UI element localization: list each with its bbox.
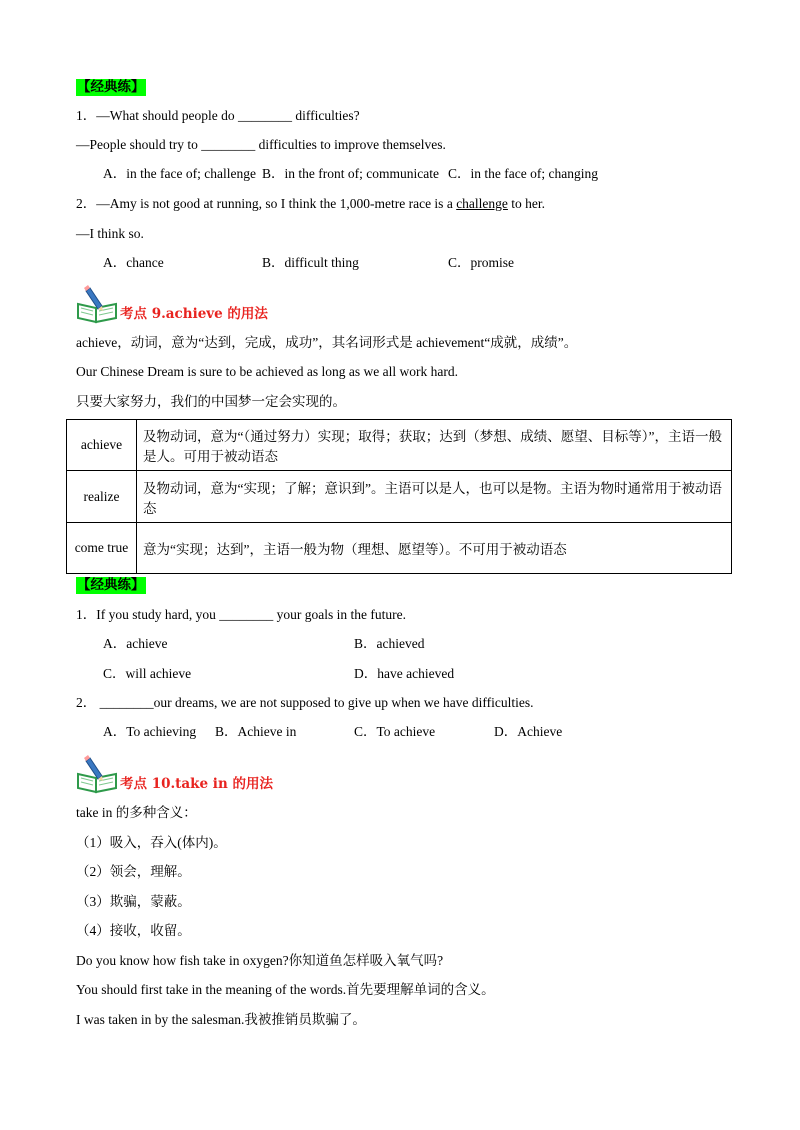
table-word: achieve	[67, 420, 137, 471]
table-word: realize	[67, 471, 137, 523]
option-d: D．Achieve	[494, 724, 563, 739]
option-b: B．difficult thing	[262, 255, 359, 270]
example-chinese: 只要大家努力，我们的中国梦一定会实现的。	[76, 394, 346, 409]
option-a: A．chance	[103, 255, 164, 270]
book-pencil-icon	[76, 284, 120, 324]
question-2-post: to her.	[507, 196, 546, 211]
meaning-item: （4）接收，收留。	[76, 923, 191, 938]
option-c: C．To achieve	[354, 724, 436, 739]
table-row	[67, 420, 732, 471]
example-sentence: Do you know how fish take in oxygen?你知道鱼怎样吸入氧气吗?	[76, 953, 444, 968]
example-sentence: I was taken in by the salesman.我被推销员欺骗了。	[76, 1012, 366, 1027]
achieve-definition: achieve，动词，意为“达到，完成，成功”，其名词形式是 achievement“成就，成绩”。	[76, 335, 578, 350]
table-row	[67, 523, 732, 574]
option-a: A．in the face of; challenge	[103, 166, 256, 181]
underlined-word: challenge	[456, 196, 508, 211]
book-pencil-icon	[76, 754, 120, 794]
question-2: 2． ________our dreams, we are not supposed to give up when we have difficulties.	[76, 695, 534, 710]
option-b: B．Achieve in	[215, 724, 297, 739]
question-1-line-1: 1．—What should people do ________ difficulties?	[76, 108, 360, 123]
comparison-table	[66, 419, 732, 574]
meaning-item: （1）吸入，吞入(体内)。	[76, 835, 227, 850]
example-english: Our Chinese Dream is sure to be achieved as long as we all work hard.	[76, 364, 459, 379]
take-in-intro: take in 的多种含义：	[76, 805, 197, 820]
table-description: 及物动词，意为“（通过努力）实现；取得；获取；达到（梦想、成绩、愿望、目标等）”，主语一般是人。可用于被动语态	[137, 420, 732, 471]
option-b: B．achieved	[354, 636, 425, 651]
table-description: 意为“实现；达到”，主语一般为物（理想、愿望等）。不可用于被动语态	[137, 523, 732, 574]
option-b: B．in the front of; communicate	[262, 166, 439, 181]
option-d: D．have achieved	[354, 666, 455, 681]
question-1: 1．If you study hard, you ________ your goals in the future.	[76, 607, 406, 622]
option-c: C．promise	[448, 255, 514, 270]
point-9-title: 考点 9.achieve 的用法	[120, 306, 268, 322]
option-c: C．will achieve	[103, 666, 192, 681]
option-a: A．To achieving	[103, 724, 197, 739]
question-2-line-1	[76, 195, 545, 213]
practice-tag: 【经典练】	[77, 577, 145, 593]
example-sentence: You should first take in the meaning of the words.首先要理解单词的含义。	[76, 982, 495, 997]
option-a: A．achieve	[103, 636, 168, 651]
table-word: come true	[67, 523, 137, 574]
option-c: C．in the face of; changing	[448, 166, 598, 181]
practice-tag: 【经典练】	[77, 79, 145, 95]
point-9-heading	[76, 284, 376, 324]
question-2-line-2: —I think so.	[76, 226, 144, 241]
table-row	[67, 471, 732, 523]
table-description: 及物动词，意为“实现；了解；意识到”。主语可以是人，也可以是物。主语为物时通常用于被动语态	[137, 471, 732, 523]
meaning-item: （2）领会，理解。	[76, 864, 191, 879]
question-1-line-2: —People should try to ________ difficulties to improve themselves.	[76, 137, 446, 152]
meaning-item: （3）欺骗，蒙蔽。	[76, 894, 191, 909]
point-10-heading	[76, 754, 376, 794]
question-2-pre: 2．—Amy is not good at running, so I think the 1,000-metre race is a	[76, 196, 457, 211]
point-10-title: 考点 10.take in 的用法	[120, 776, 273, 792]
